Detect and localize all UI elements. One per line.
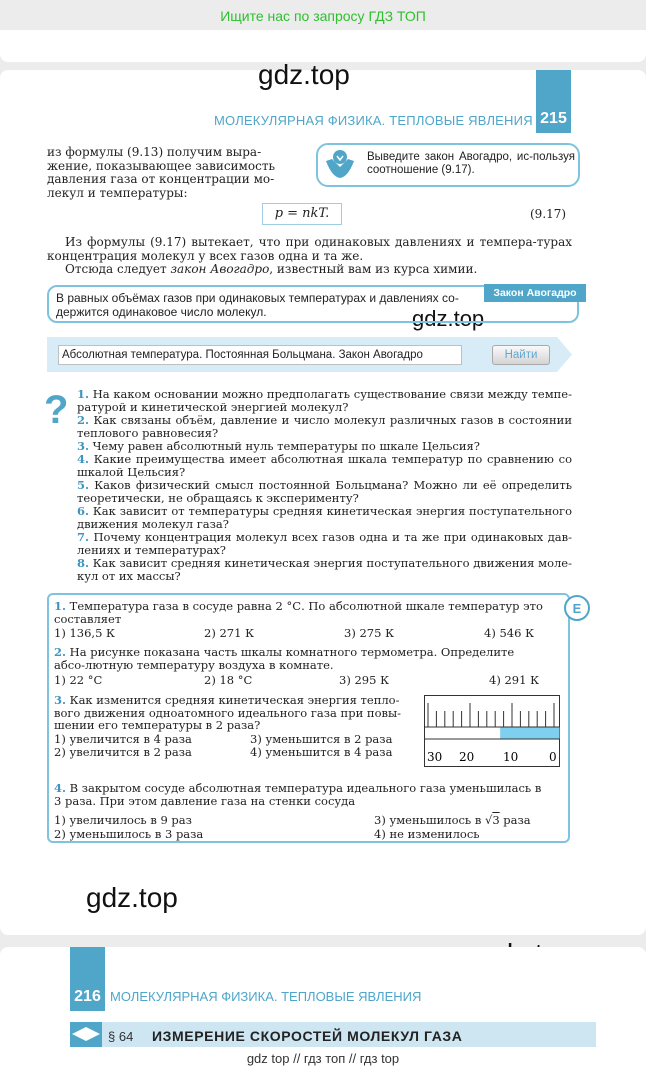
question-number: 8. bbox=[77, 556, 90, 570]
question-number: 6. bbox=[77, 504, 90, 518]
question-text: Чему равен абсолютный нуль температуры по шкале Цельсия? bbox=[92, 439, 480, 453]
answer-option[interactable]: 3) уменьшится в 2 раза bbox=[250, 732, 393, 746]
scale-label: 30 bbox=[427, 750, 443, 764]
question-item bbox=[77, 557, 572, 582]
question-item bbox=[77, 479, 572, 504]
task-number: 3. bbox=[54, 693, 67, 707]
paragraph-2-end: , известный вам из курса химии. bbox=[269, 262, 478, 276]
watermark: gdz.top bbox=[86, 882, 178, 913]
question-mark-icon: ? bbox=[44, 388, 69, 432]
lightbulb-hands-icon bbox=[322, 147, 358, 181]
intro-line: из формулы (9.13) получим выра- bbox=[47, 145, 262, 159]
footer-links[interactable]: gdz top // гдз топ // гдз top bbox=[0, 1047, 646, 1076]
intro-line: давления газа от концентрации мо- bbox=[47, 172, 275, 186]
law-tag: Закон Авогадро bbox=[484, 284, 586, 302]
question-item bbox=[77, 453, 572, 478]
question-item bbox=[77, 505, 572, 530]
answer-option[interactable]: 4) не изменилось bbox=[374, 827, 480, 841]
task-text: Температура газа в сосуде равна 2 °С. По абсолютной шкале температур это составляет bbox=[54, 599, 543, 626]
formula-number: (9.17) bbox=[530, 207, 567, 221]
task-number: 4. bbox=[54, 781, 67, 795]
page-number: 215 bbox=[536, 70, 571, 133]
question-number: 7. bbox=[77, 530, 90, 544]
question-text: Почему концентрация молекул всех газов одна и та же при одинаковых дав-лениях и температурах? bbox=[77, 530, 573, 557]
page-number: 216 bbox=[70, 947, 105, 1011]
search-input[interactable]: Абсолютная температура. Постоянная Больцмана. Закон Авогадро bbox=[58, 345, 462, 365]
answer-option[interactable]: 2) уменьшилось в 3 раза bbox=[54, 827, 204, 841]
task-number: 2. bbox=[54, 645, 67, 659]
sqrt-value: 3 bbox=[492, 813, 500, 827]
answer-option[interactable]: 1) увеличилось в 9 раз bbox=[54, 813, 192, 827]
answer-option[interactable]: 4) 546 К bbox=[484, 626, 534, 640]
scale-label: 10 bbox=[503, 750, 519, 764]
law-text: В равных объёмах газов при одинаковых температурах и давлениях со-держится одинаковое число молекул. bbox=[56, 291, 459, 319]
task-text: На рисунке показана часть шкалы комнатного термометра. Определите абсо-лютную температуру воздуха в комнате. bbox=[54, 645, 515, 672]
side-task-text: Выведите закон Авогадро, ис-пользуя соотношение (9.17). bbox=[367, 151, 575, 176]
thermometer-scale bbox=[424, 695, 560, 767]
avogadro-law-term: закон Авогадро bbox=[170, 262, 270, 276]
thermometer-liquid bbox=[500, 727, 560, 739]
watermark: gdz.top bbox=[412, 306, 485, 331]
question-item bbox=[77, 531, 572, 556]
task-2 bbox=[54, 646, 544, 671]
top-banner[interactable]: Ищите нас по запросу ГДЗ ТОП bbox=[220, 8, 426, 24]
answer-option-text: раза bbox=[503, 813, 531, 827]
task-text: Как изменится средняя кинетическая энергия тепло-вого движения одноатомного идеального газа при повы-шении его температуры в 2 раза? bbox=[54, 693, 401, 732]
answer-option[interactable]: 3) 275 К bbox=[344, 626, 394, 640]
question-text: Как зависит от температуры средняя кинетическая энергия поступательного движения молекул газа? bbox=[77, 504, 573, 531]
svg-text:Е: Е bbox=[572, 601, 582, 616]
answer-option[interactable]: 2) увеличится в 2 раза bbox=[54, 745, 192, 759]
task-1 bbox=[54, 600, 544, 625]
question-number: 2. bbox=[77, 413, 90, 427]
question-number: 1. bbox=[77, 387, 90, 401]
answer-option[interactable]: 1) 22 °С bbox=[54, 673, 103, 687]
answer-option-text: 3) уменьшилось в bbox=[374, 813, 482, 827]
question-number: 3. bbox=[77, 439, 90, 453]
question-text: Как зависит средняя кинетическая энергия поступательного движения моле-кул от их массы? bbox=[77, 556, 572, 583]
search-button[interactable]: Найти bbox=[492, 345, 550, 365]
scale-label: 20 bbox=[459, 750, 475, 764]
question-item bbox=[77, 414, 572, 439]
question-item bbox=[77, 440, 572, 453]
graduation-cap-icon bbox=[70, 1022, 102, 1047]
question-text: На каком основании можно предполагать существование связи между темпе-ратурой и кинетической энергией молекул? bbox=[77, 387, 572, 414]
section-number: § 64 bbox=[108, 1029, 134, 1044]
answer-option[interactable]: 4) уменьшится в 4 раза bbox=[250, 745, 393, 759]
task-number: 1. bbox=[54, 599, 67, 613]
answer-option[interactable]: 1) увеличится в 4 раза bbox=[54, 732, 192, 746]
task-4 bbox=[54, 782, 544, 807]
watermark: gdz.top bbox=[258, 59, 350, 90]
question-text: Какие преимущества имеет абсолютная шкала температур по сравнению со шкалой Цельсия? bbox=[77, 452, 572, 479]
question-text: Каков физический смысл постоянной Больцмана? Можно ли её определить теоретически, не обращаясь к эксперименту? bbox=[77, 478, 572, 505]
intro-line: жение, показывающее зависимость bbox=[47, 158, 275, 173]
paragraph-1: Из формулы (9.17) вытекает, что при одинаковых давлениях и темпера-туpах концентрация молекул у всех газов одна и та же. bbox=[47, 235, 572, 263]
page-header-title: МОЛЕКУЛЯРНАЯ ФИЗИКА. ТЕПЛОВЫЕ ЯВЛЕНИЯ bbox=[214, 113, 533, 128]
formula-9-17: p = nkT. bbox=[262, 203, 342, 225]
question-number: 5. bbox=[77, 478, 90, 492]
answer-option[interactable]: 2) 271 К bbox=[204, 626, 254, 640]
answer-option[interactable]: 3) уменьшилось в √3 раза bbox=[374, 813, 531, 827]
answer-option[interactable]: 1) 136,5 К bbox=[54, 626, 115, 640]
task-text: В закрытом сосуде абсолютная температура идеального газа уменьшилась в 3 раза. При этом давление газа на стенки сосуда bbox=[54, 781, 542, 808]
section-title: ИЗМЕРЕНИЕ СКОРОСТЕЙ МОЛЕКУЛ ГАЗА bbox=[152, 1028, 463, 1044]
paragraph-2 bbox=[47, 263, 572, 277]
answer-option[interactable]: 3) 295 К bbox=[339, 673, 389, 687]
answer-option[interactable]: 4) 291 К bbox=[489, 673, 539, 687]
intro-paragraph bbox=[47, 146, 297, 200]
previous-page-card bbox=[0, 30, 646, 62]
exam-icon bbox=[564, 592, 590, 624]
question-item bbox=[77, 388, 572, 413]
page-header-title: МОЛЕКУЛЯРНАЯ ФИЗИКА. ТЕПЛОВЫЕ ЯВЛЕНИЯ bbox=[110, 989, 422, 1004]
paragraph-2-start: Отсюда следует bbox=[65, 262, 171, 276]
question-text: Как связаны объём, давление и число молекул различных газов в состоянии теплового равновесия? bbox=[77, 413, 572, 440]
intro-line: лекул и температуры: bbox=[47, 185, 188, 200]
question-number: 4. bbox=[77, 452, 90, 466]
task-3 bbox=[54, 694, 409, 732]
scale-label: 0 bbox=[549, 750, 557, 764]
answer-option[interactable]: 2) 18 °С bbox=[204, 673, 253, 687]
